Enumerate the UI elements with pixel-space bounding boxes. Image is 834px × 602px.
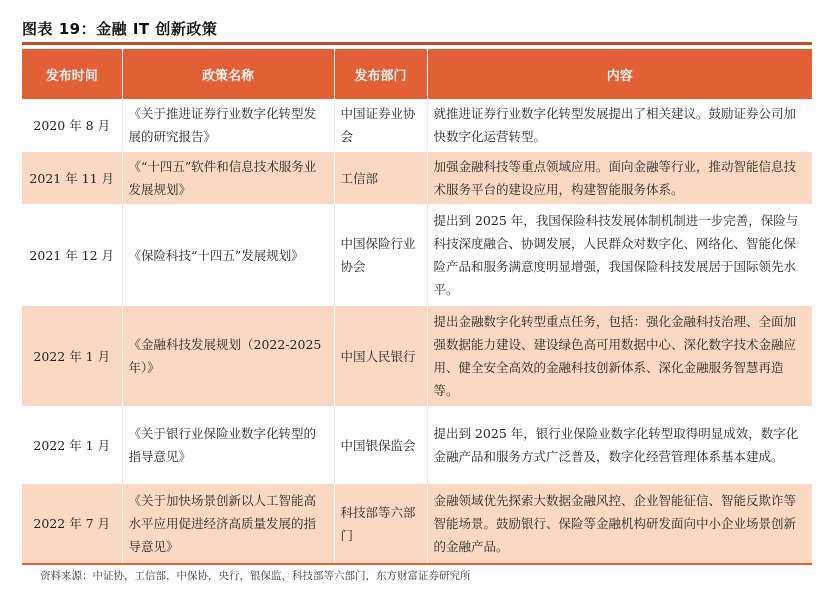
table-row bbox=[22, 407, 812, 484]
row-date: 2022 年 1 月 bbox=[22, 306, 122, 407]
row-date: 2022 年 7 月 bbox=[22, 484, 122, 564]
row-department: 中国银保监会 bbox=[334, 407, 427, 484]
table-row bbox=[22, 306, 812, 407]
row-policy: 《“十四五”软件和信息技术服务业发展规划》 bbox=[122, 152, 334, 205]
header-content: 内容 bbox=[427, 49, 812, 99]
row-department: 中国人民银行 bbox=[334, 306, 427, 407]
header-policy: 政策名称 bbox=[122, 49, 334, 99]
source-note: 资料来源：中证协，工信部，中保协，央行，银保监，科技部等六部门，东方财富证券研究所 bbox=[40, 570, 471, 582]
row-date: 2022 年 1 月 bbox=[22, 407, 122, 484]
row-department: 中国保险行业协会 bbox=[334, 205, 427, 306]
row-policy: 《保险科技“十四五”发展规划》 bbox=[122, 205, 334, 306]
row-content: 提出金融数字化转型重点任务，包括：强化金融科技治理、全面加强数据能力建设、建设绿色高可用数据中心、深化数字技术金融应用、健全安全高效的金融科技创新体系、深化金融服务智慧再造等。 bbox=[427, 306, 812, 407]
row-department: 中国证券业协会 bbox=[334, 99, 427, 152]
row-content: 金融领域优先探索大数据金融风控、企业智能征信、智能反欺诈等智能场景。鼓励银行、保险等金融机构研发面向中小企业场景创新的金融产品。 bbox=[427, 484, 812, 564]
header-date: 发布时间 bbox=[22, 49, 122, 99]
row-policy: 《关于银行业保险业数字化转型的指导意见》 bbox=[122, 407, 334, 484]
policy-table bbox=[22, 49, 812, 564]
row-content: 提出到 2025 年，我国保险科技发展体制机制进一步完善，保险与科技深度融合、协调发展，人民群众对数字化、网络化、智能化保险产品和服务满意度明显增强，我国保险科技发展居于国际领先水平。 bbox=[427, 205, 812, 306]
row-content: 提出到 2025 年，银行业保险业数字化转型取得明显成效，数字化金融产品和服务方式广泛普及，数字化经营管理体系基本建成。 bbox=[427, 407, 812, 484]
row-policy: 《关于推进证券行业数字化转型发展的研究报告》 bbox=[122, 99, 334, 152]
header-department: 发布部门 bbox=[334, 49, 427, 99]
row-date: 2021 年 11 月 bbox=[22, 152, 122, 205]
row-content: 就推进证券行业数字化转型发展提出了相关建议。鼓励证券公司加快数字化运营转型。 bbox=[427, 99, 812, 152]
row-policy: 《金融科技发展规划（2022-2025 年）》 bbox=[122, 306, 334, 407]
table-header-row bbox=[22, 49, 812, 99]
row-department: 工信部 bbox=[334, 152, 427, 205]
figure-title: 图表 19：金融 IT 创新政策 bbox=[22, 20, 218, 38]
row-date: 2020 年 8 月 bbox=[22, 99, 122, 152]
row-policy: 《关于加快场景创新以人工智能高水平应用促进经济高质量发展的指导意见》 bbox=[122, 484, 334, 564]
table-row bbox=[22, 205, 812, 306]
table-row bbox=[22, 152, 812, 205]
row-content: 加强金融科技等重点领域应用。面向金融等行业，推动智能信息技术服务平台的建设应用，构建智能服务体系。 bbox=[427, 152, 812, 205]
row-date: 2021 年 12 月 bbox=[22, 205, 122, 306]
title-rule bbox=[22, 42, 812, 45]
table-row bbox=[22, 99, 812, 152]
table-bottom-rule bbox=[22, 563, 812, 565]
table-row bbox=[22, 484, 812, 564]
row-department: 科技部等六部门 bbox=[334, 484, 427, 564]
